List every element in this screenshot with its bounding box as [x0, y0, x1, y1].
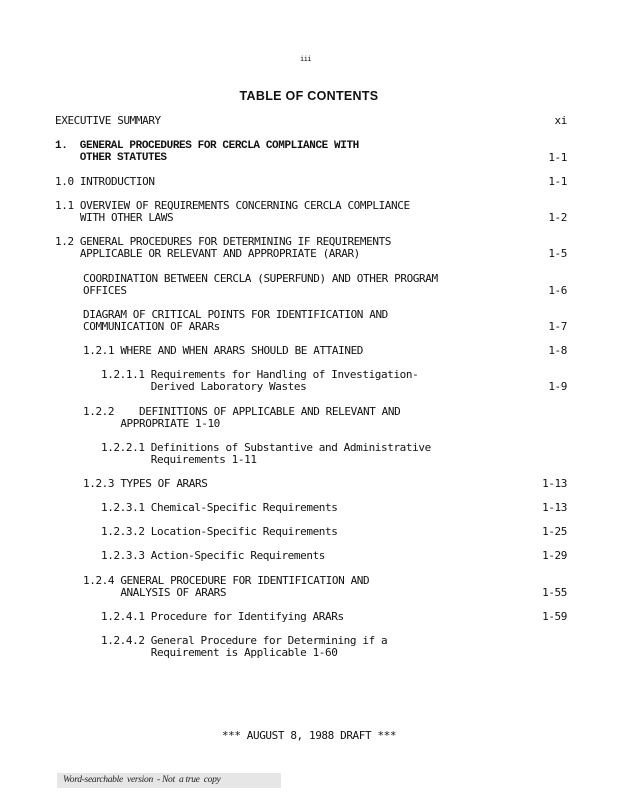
toc-entry-page: 1-9 — [548, 380, 567, 393]
toc-entry-text: 1. GENERAL PROCEDURES FOR CERCLA COMPLIANCE WITH OTHER STATUTES — [55, 140, 359, 164]
toc-entry-text: 1.2.4.2 General Procedure for Determining if a Requirement is Applicable 1-60 — [101, 634, 388, 659]
toc-entry-page: xi — [554, 114, 567, 127]
toc-entry-text: 1.2.3.3 Action-Specific Requirements — [101, 549, 326, 562]
toc-entry-text: 1.2.4.1 Procedure for Identifying ARARs — [101, 610, 344, 623]
toc-entry-text: 1.2.2.1 Definitions of Substantive and Administrative Requirements 1-11 — [101, 441, 431, 466]
toc-entry-coordination — [83, 273, 567, 297]
toc-entry-page: 1-13 — [542, 501, 567, 514]
toc-entry-1-2-4 — [83, 575, 567, 599]
page-number: iii — [300, 55, 312, 63]
toc-entry-1-2-1-1 — [101, 369, 567, 393]
toc-entry-text: 1.2.1.1 Requirements for Handling of Investigation- Derived Laboratory Wastes — [101, 368, 419, 393]
toc-entry-text: 1.0 INTRODUCTION — [55, 175, 155, 188]
toc-entry-page: 1-7 — [548, 320, 567, 333]
toc-entry-text: 1.1 OVERVIEW OF REQUIREMENTS CONCERNING CERCLA COMPLIANCE WITH OTHER LAWS — [55, 199, 410, 224]
toc-entry-text: 1.2.3.1 Chemical-Specific Requirements — [101, 501, 338, 514]
toc-entry-page: 1-13 — [542, 477, 567, 490]
toc-entry-page: 1-25 — [542, 525, 567, 538]
toc-entry-page: 1-1 — [548, 151, 567, 164]
toc-entry-1-2-4-2 — [101, 635, 567, 659]
toc-entry-diagram — [83, 309, 567, 333]
toc-entry-text: COORDINATION BETWEEN CERCLA (SUPERFUND) AND OTHER PROGRAM OFFICES — [83, 272, 438, 297]
toc-entry-text: 1.2.1 WHERE AND WHEN ARARS SHOULD BE ATTAINED — [83, 344, 364, 357]
toc-entry-text: 1.2.4 GENERAL PROCEDURE FOR IDENTIFICATION AND ANALYSIS OF ARARS — [83, 574, 370, 599]
toc-entry-text: DIAGRAM OF CRITICAL POINTS FOR IDENTIFICATION AND COMMUNICATION OF ARARs — [83, 308, 388, 333]
toc-entry-chapter-1 — [55, 140, 567, 164]
toc-entry-page: 1-6 — [548, 284, 567, 297]
toc-entry-page: 1-8 — [548, 344, 567, 357]
toc-entry-page: 1-59 — [542, 610, 567, 623]
toc-entry-1-2 — [55, 236, 567, 260]
toc-entry-1-1 — [55, 200, 567, 224]
toc-entry-page: 1-1 — [548, 175, 567, 188]
toc-entry-text: EXECUTIVE SUMMARY — [55, 114, 161, 127]
toc-entry-page: 1-29 — [542, 549, 567, 562]
toc-entry-1-2-2 — [83, 406, 567, 430]
toc-entry-text: 1.2.2 DEFINITIONS OF APPLICABLE AND RELEVANT AND APPROPRIATE 1-10 — [83, 405, 401, 430]
toc-entry-page: 1-2 — [548, 211, 567, 224]
toc-entry-page: 1-5 — [548, 247, 567, 260]
page-title: TABLE OF CONTENTS — [239, 89, 379, 103]
toc-entry-text: 1.2.3 TYPES OF ARARS — [83, 477, 208, 490]
watermark-banner: Word-searchable version - Not a true copy — [57, 773, 281, 788]
toc-entry-text: 1.2.3.2 Location-Specific Requirements — [101, 525, 338, 538]
toc-entry-page: 1-55 — [542, 586, 567, 599]
toc-entry-1-2-2-1 — [101, 442, 567, 466]
toc-entry-text: 1.2 GENERAL PROCEDURES FOR DETERMINING IF REQUIREMENTS APPLICABLE OR RELEVANT AND APPROPRIATE (ARAR) — [55, 235, 392, 260]
draft-footer: *** AUGUST 8, 1988 DRAFT *** — [221, 729, 397, 742]
